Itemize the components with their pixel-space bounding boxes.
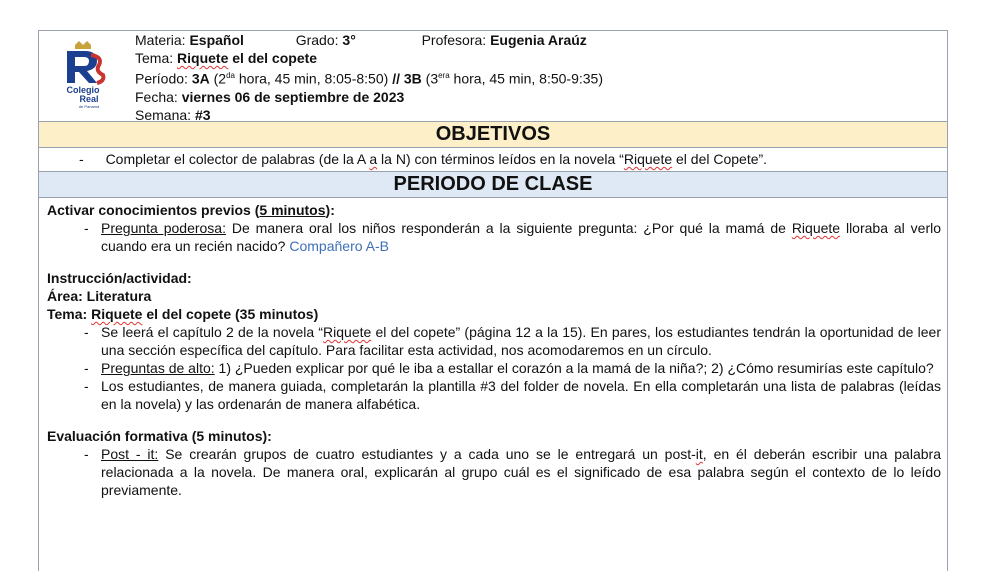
tema-rest: el del copete — [228, 50, 318, 66]
activar-heading — [47, 201, 941, 219]
bullet-dash: - — [84, 378, 89, 394]
header-section — [39, 31, 947, 122]
header-info — [135, 31, 603, 124]
header-line-period — [135, 67, 603, 88]
item2-label: Preguntas de alto: — [101, 360, 215, 376]
actividad-item-2 — [47, 359, 941, 377]
evaluacion-item — [47, 445, 941, 499]
periodo-label: Período: — [135, 70, 188, 87]
postit-sq: it — [695, 446, 703, 462]
actividad-item-1 — [47, 323, 941, 359]
tema-label: Tema: — [135, 50, 174, 66]
postit-b: , en él deberán escribir una palabra relacionada a la novela. De manera oral, explicarán al grupo cuál es el significado de esa palabra según el contexto de lo leído previamente. — [101, 446, 941, 498]
crown-icon — [75, 41, 91, 49]
fecha-value: viernes 06 de septiembre de 2023 — [181, 88, 405, 105]
bullet-dash: - — [84, 324, 89, 340]
evaluacion-heading: Evaluación formativa (5 minutos): — [47, 428, 272, 444]
bullet-dash: - — [84, 446, 89, 462]
actividad-item-3 — [47, 377, 941, 413]
header-line-week — [135, 106, 603, 124]
area-heading: Área: Literatura — [47, 288, 152, 304]
header-line-date — [135, 88, 603, 106]
pregunta-text: De manera oral los niños responderán a la siguiente pregunta: ¿Por qué la mamá de — [225, 220, 792, 236]
activar-close: ): — [325, 202, 335, 218]
colegio-real-logo — [53, 39, 113, 109]
profesora-label: Profesora: — [421, 32, 487, 48]
postit-a: Se crearán grupos de cuatro estudiantes y a cada uno se le entregará un post- — [158, 446, 696, 462]
materia-value: Español — [189, 32, 244, 48]
pregunta-label: Pregunta poderosa: — [101, 220, 226, 236]
item1-b: el del copete” (página 12 a la 15). En pares, los estudiantes tendrán la oportunidad de leer una sección específica del capítulo. Para facilitar esta actividad, nos acomodaremos en un círculo. — [101, 324, 941, 358]
activar-heading-text: Activar conocimientos previos ( — [47, 202, 260, 218]
pregunta-text2: lloraba al verlo cuando era un recién nacido? — [101, 220, 942, 254]
spacer — [47, 413, 941, 427]
logo-text-real: Real — [79, 94, 99, 104]
tema-heading-rest: el del copete (35 minutos) — [142, 306, 319, 322]
semana-label: Semana: — [135, 106, 192, 123]
periodo-3a-sup: da — [226, 71, 235, 80]
tema-word: Riquete — [177, 50, 229, 66]
tema-heading — [47, 305, 941, 323]
objetivos-heading: OBJETIVOS — [39, 122, 947, 148]
fecha-label: Fecha: — [135, 88, 178, 105]
periodo-separator: // — [392, 70, 400, 87]
header-line-subject — [135, 31, 603, 49]
spacer — [47, 255, 941, 269]
objetivo-text-a-sq: a — [369, 151, 378, 167]
periodo-3b-open: (3 — [421, 70, 439, 87]
item2-text: 1) ¿Pueden explicar por qué le iba a estallar el corazón a la mamá de la niña?; 2) ¿Cómo resumirías este capítulo? — [214, 360, 934, 376]
activar-minutes: 5 minutos — [259, 202, 326, 218]
lesson-plan-table — [38, 30, 948, 571]
instruccion-heading: Instrucción/actividad: — [47, 270, 192, 286]
companero-label: Compañero A-B — [289, 238, 389, 254]
bullet-dash: - — [84, 360, 89, 376]
logo-text-panama: de Panamá — [78, 104, 100, 109]
item1-a: Se leerá el capítulo 2 de la novela “ — [101, 324, 324, 340]
bullet-dash: - — [84, 220, 89, 236]
periodo-3b-detail: hora, 45 min, 8:50-9:35) — [449, 70, 603, 87]
grado-label: Grado: — [295, 32, 339, 48]
periodo-3a: 3A — [191, 70, 210, 87]
logo-text-colegio: Colegio — [66, 85, 100, 95]
objetivo-text-b: la N) con términos leídos en la novela “ — [377, 151, 624, 167]
periodo-content — [39, 198, 947, 499]
materia-label: Materia: — [135, 32, 186, 48]
tema-heading-sq: Riquete — [91, 306, 143, 322]
objetivo-text-b-sq: Riquete — [623, 151, 673, 167]
objetivo-dash: - — [79, 151, 84, 167]
objetivo-item — [39, 148, 947, 172]
item3-text: Los estudiantes, de manera guiada, completarán la plantilla #3 del folder de novela. En ella completarán una lista de palabras (leídas en la novela) y las ordenarán de manera alfabética. — [101, 378, 941, 412]
semana-value: #3 — [194, 106, 211, 123]
pregunta-item — [47, 219, 941, 255]
item1-sq: Riquete — [323, 324, 372, 340]
periodo-3a-open: (2 — [209, 70, 227, 87]
postit-label: Post - it: — [101, 446, 159, 462]
header-line-topic — [135, 49, 603, 67]
profesora-value: Eugenia Araúz — [490, 32, 587, 48]
periodo-3a-detail: hora, 45 min, 8:05-8:50) — [234, 70, 389, 87]
pregunta-sq: Riquete — [791, 220, 841, 236]
periodo-heading: PERIODO DE CLASE — [39, 172, 947, 198]
periodo-3b: 3B — [403, 70, 422, 87]
grado-value: 3° — [342, 32, 356, 48]
objetivo-text-c: el del Copete”. — [672, 151, 768, 167]
tema-heading-label: Tema: — [47, 306, 92, 322]
periodo-3b-sup: era — [438, 71, 450, 80]
objetivo-text-a: Completar el colector de palabras (de la A — [105, 151, 370, 167]
